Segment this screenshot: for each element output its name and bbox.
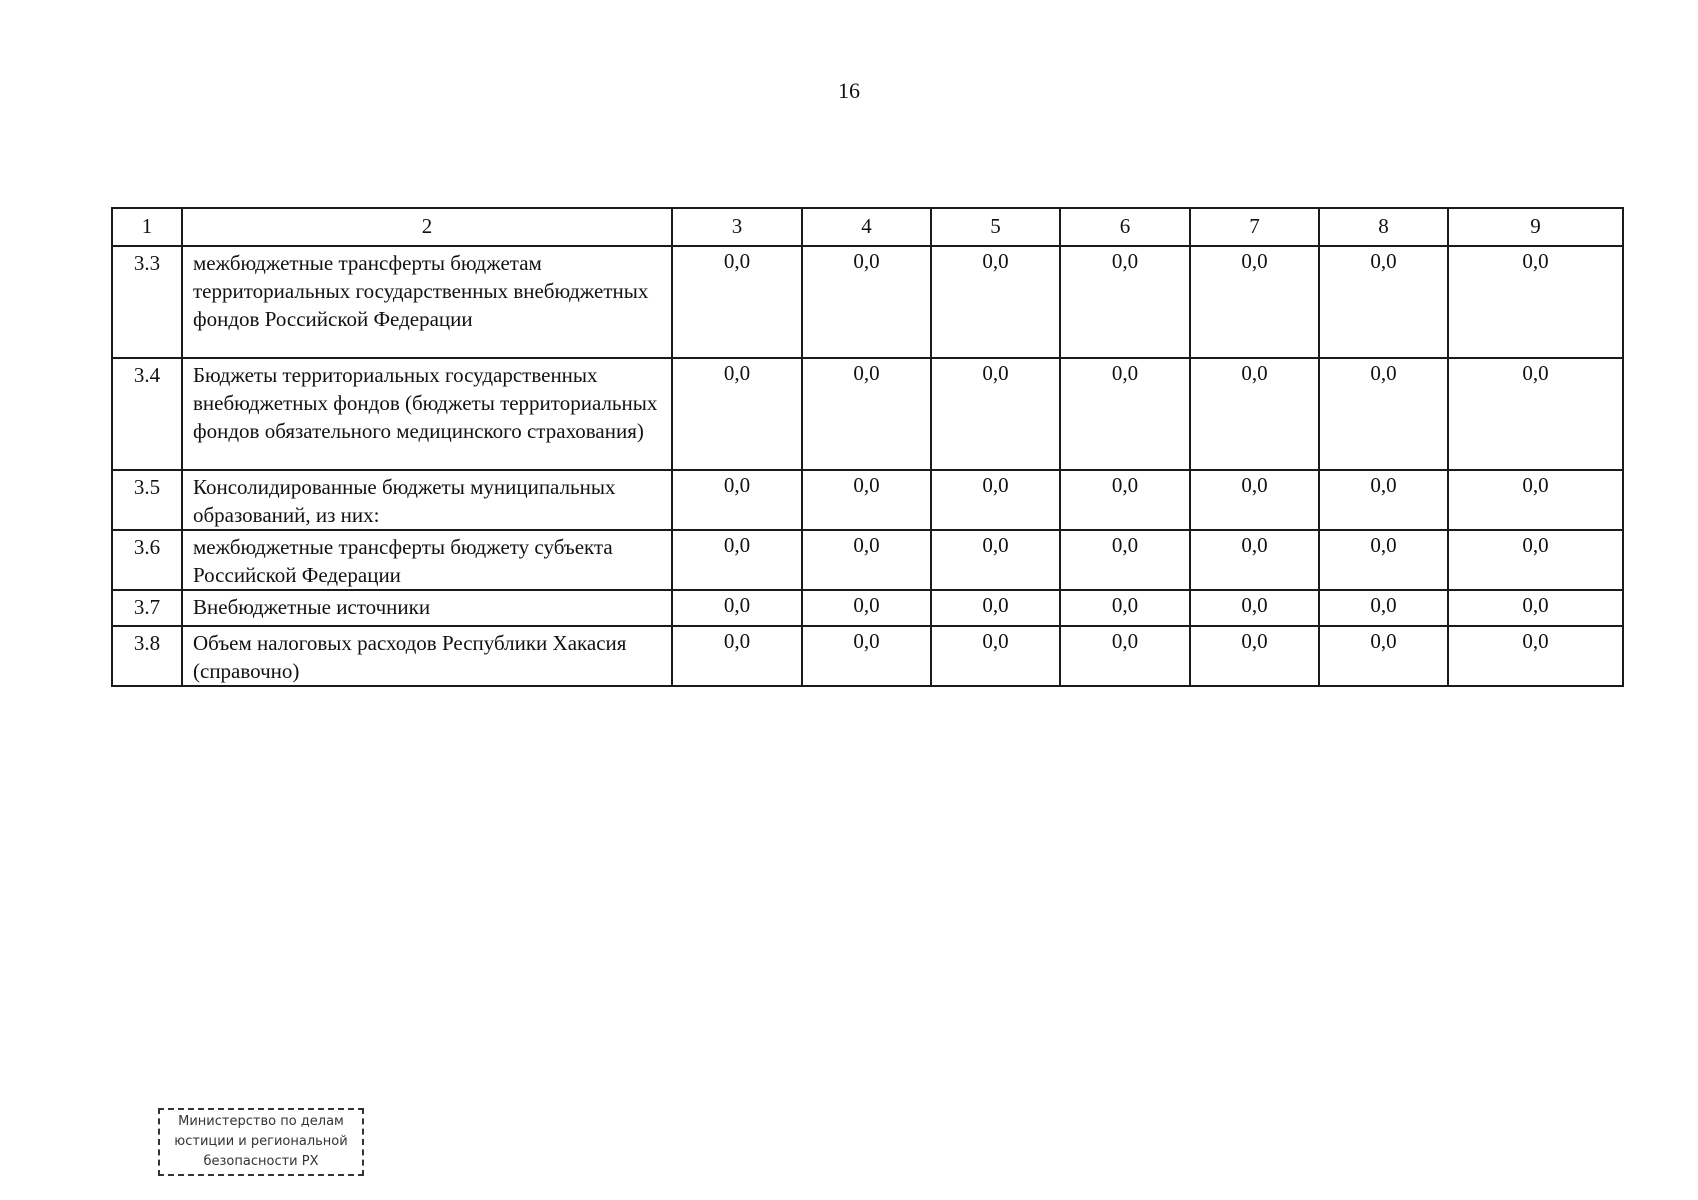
registration-stamp [158,1108,364,1176]
column-header: 3 [672,208,802,246]
table-row [112,470,1623,530]
row-value: 0,0 [1448,358,1623,470]
row-number: 3.8 [112,626,182,686]
row-number: 3.7 [112,590,182,626]
row-value: 0,0 [1448,626,1623,686]
row-number: 3.5 [112,470,182,530]
row-value: 0,0 [1448,246,1623,358]
row-value: 0,0 [672,358,802,470]
row-value: 0,0 [672,626,802,686]
row-value: 0,0 [1319,626,1448,686]
row-value: 0,0 [1060,358,1190,470]
stamp-line: безопасности РХ [203,1154,319,1169]
column-header: 9 [1448,208,1623,246]
row-value: 0,0 [1190,246,1319,358]
row-value: 0,0 [802,358,931,470]
row-value: 0,0 [1060,530,1190,590]
row-value: 0,0 [672,246,802,358]
column-header: 7 [1190,208,1319,246]
row-value: 0,0 [1060,590,1190,626]
row-number: 3.4 [112,358,182,470]
row-value: 0,0 [931,358,1060,470]
row-value: 0,0 [802,246,931,358]
row-value: 0,0 [1190,626,1319,686]
row-value: 0,0 [802,470,931,530]
row-value: 0,0 [1060,246,1190,358]
stamp-line: юстиции и региональной [174,1134,348,1149]
table-row [112,246,1623,358]
column-header: 5 [931,208,1060,246]
row-description: Внебюджетные источники [182,590,672,626]
column-header: 8 [1319,208,1448,246]
row-value: 0,0 [672,470,802,530]
row-value: 0,0 [672,530,802,590]
row-value: 0,0 [1060,626,1190,686]
column-header: 4 [802,208,931,246]
table-row [112,530,1623,590]
row-value: 0,0 [1190,358,1319,470]
row-value: 0,0 [931,590,1060,626]
column-header: 2 [182,208,672,246]
row-value: 0,0 [1448,590,1623,626]
table-header-row [112,208,1623,246]
row-number: 3.3 [112,246,182,358]
row-value: 0,0 [802,530,931,590]
row-value: 0,0 [1319,590,1448,626]
row-value: 0,0 [1060,470,1190,530]
row-number: 3.6 [112,530,182,590]
row-value: 0,0 [1319,530,1448,590]
row-value: 0,0 [1319,246,1448,358]
row-value: 0,0 [1190,470,1319,530]
column-header: 6 [1060,208,1190,246]
table-row [112,358,1623,470]
row-value: 0,0 [931,626,1060,686]
row-value: 0,0 [931,530,1060,590]
row-value: 0,0 [931,246,1060,358]
row-value: 0,0 [1448,470,1623,530]
row-value: 0,0 [1190,530,1319,590]
row-value: 0,0 [931,470,1060,530]
row-description: межбюджетные трансферты бюджету субъекта Российской Федерации [182,530,672,590]
row-value: 0,0 [1319,358,1448,470]
table-row [112,626,1623,686]
table-row [112,590,1623,626]
row-value: 0,0 [802,590,931,626]
page-number: 16 [838,78,860,103]
row-description: Бюджеты территориальных государственных внебюджетных фондов (бюджеты территориальных фондов обязательного медицинского страхования) [182,358,672,470]
row-description: Объем налоговых расходов Республики Хакасия (справочно) [182,626,672,686]
row-value: 0,0 [672,590,802,626]
stamp-line: Министерство по делам [178,1114,344,1129]
column-header: 1 [112,208,182,246]
row-value: 0,0 [802,626,931,686]
row-description: Консолидированные бюджеты муниципальных образований, из них: [182,470,672,530]
row-value: 0,0 [1190,590,1319,626]
row-description: межбюджетные трансферты бюджетам территориальных государственных внебюджетных фондов Российской Федерации [182,246,672,358]
budget-table [111,207,1624,687]
row-value: 0,0 [1448,530,1623,590]
row-value: 0,0 [1319,470,1448,530]
